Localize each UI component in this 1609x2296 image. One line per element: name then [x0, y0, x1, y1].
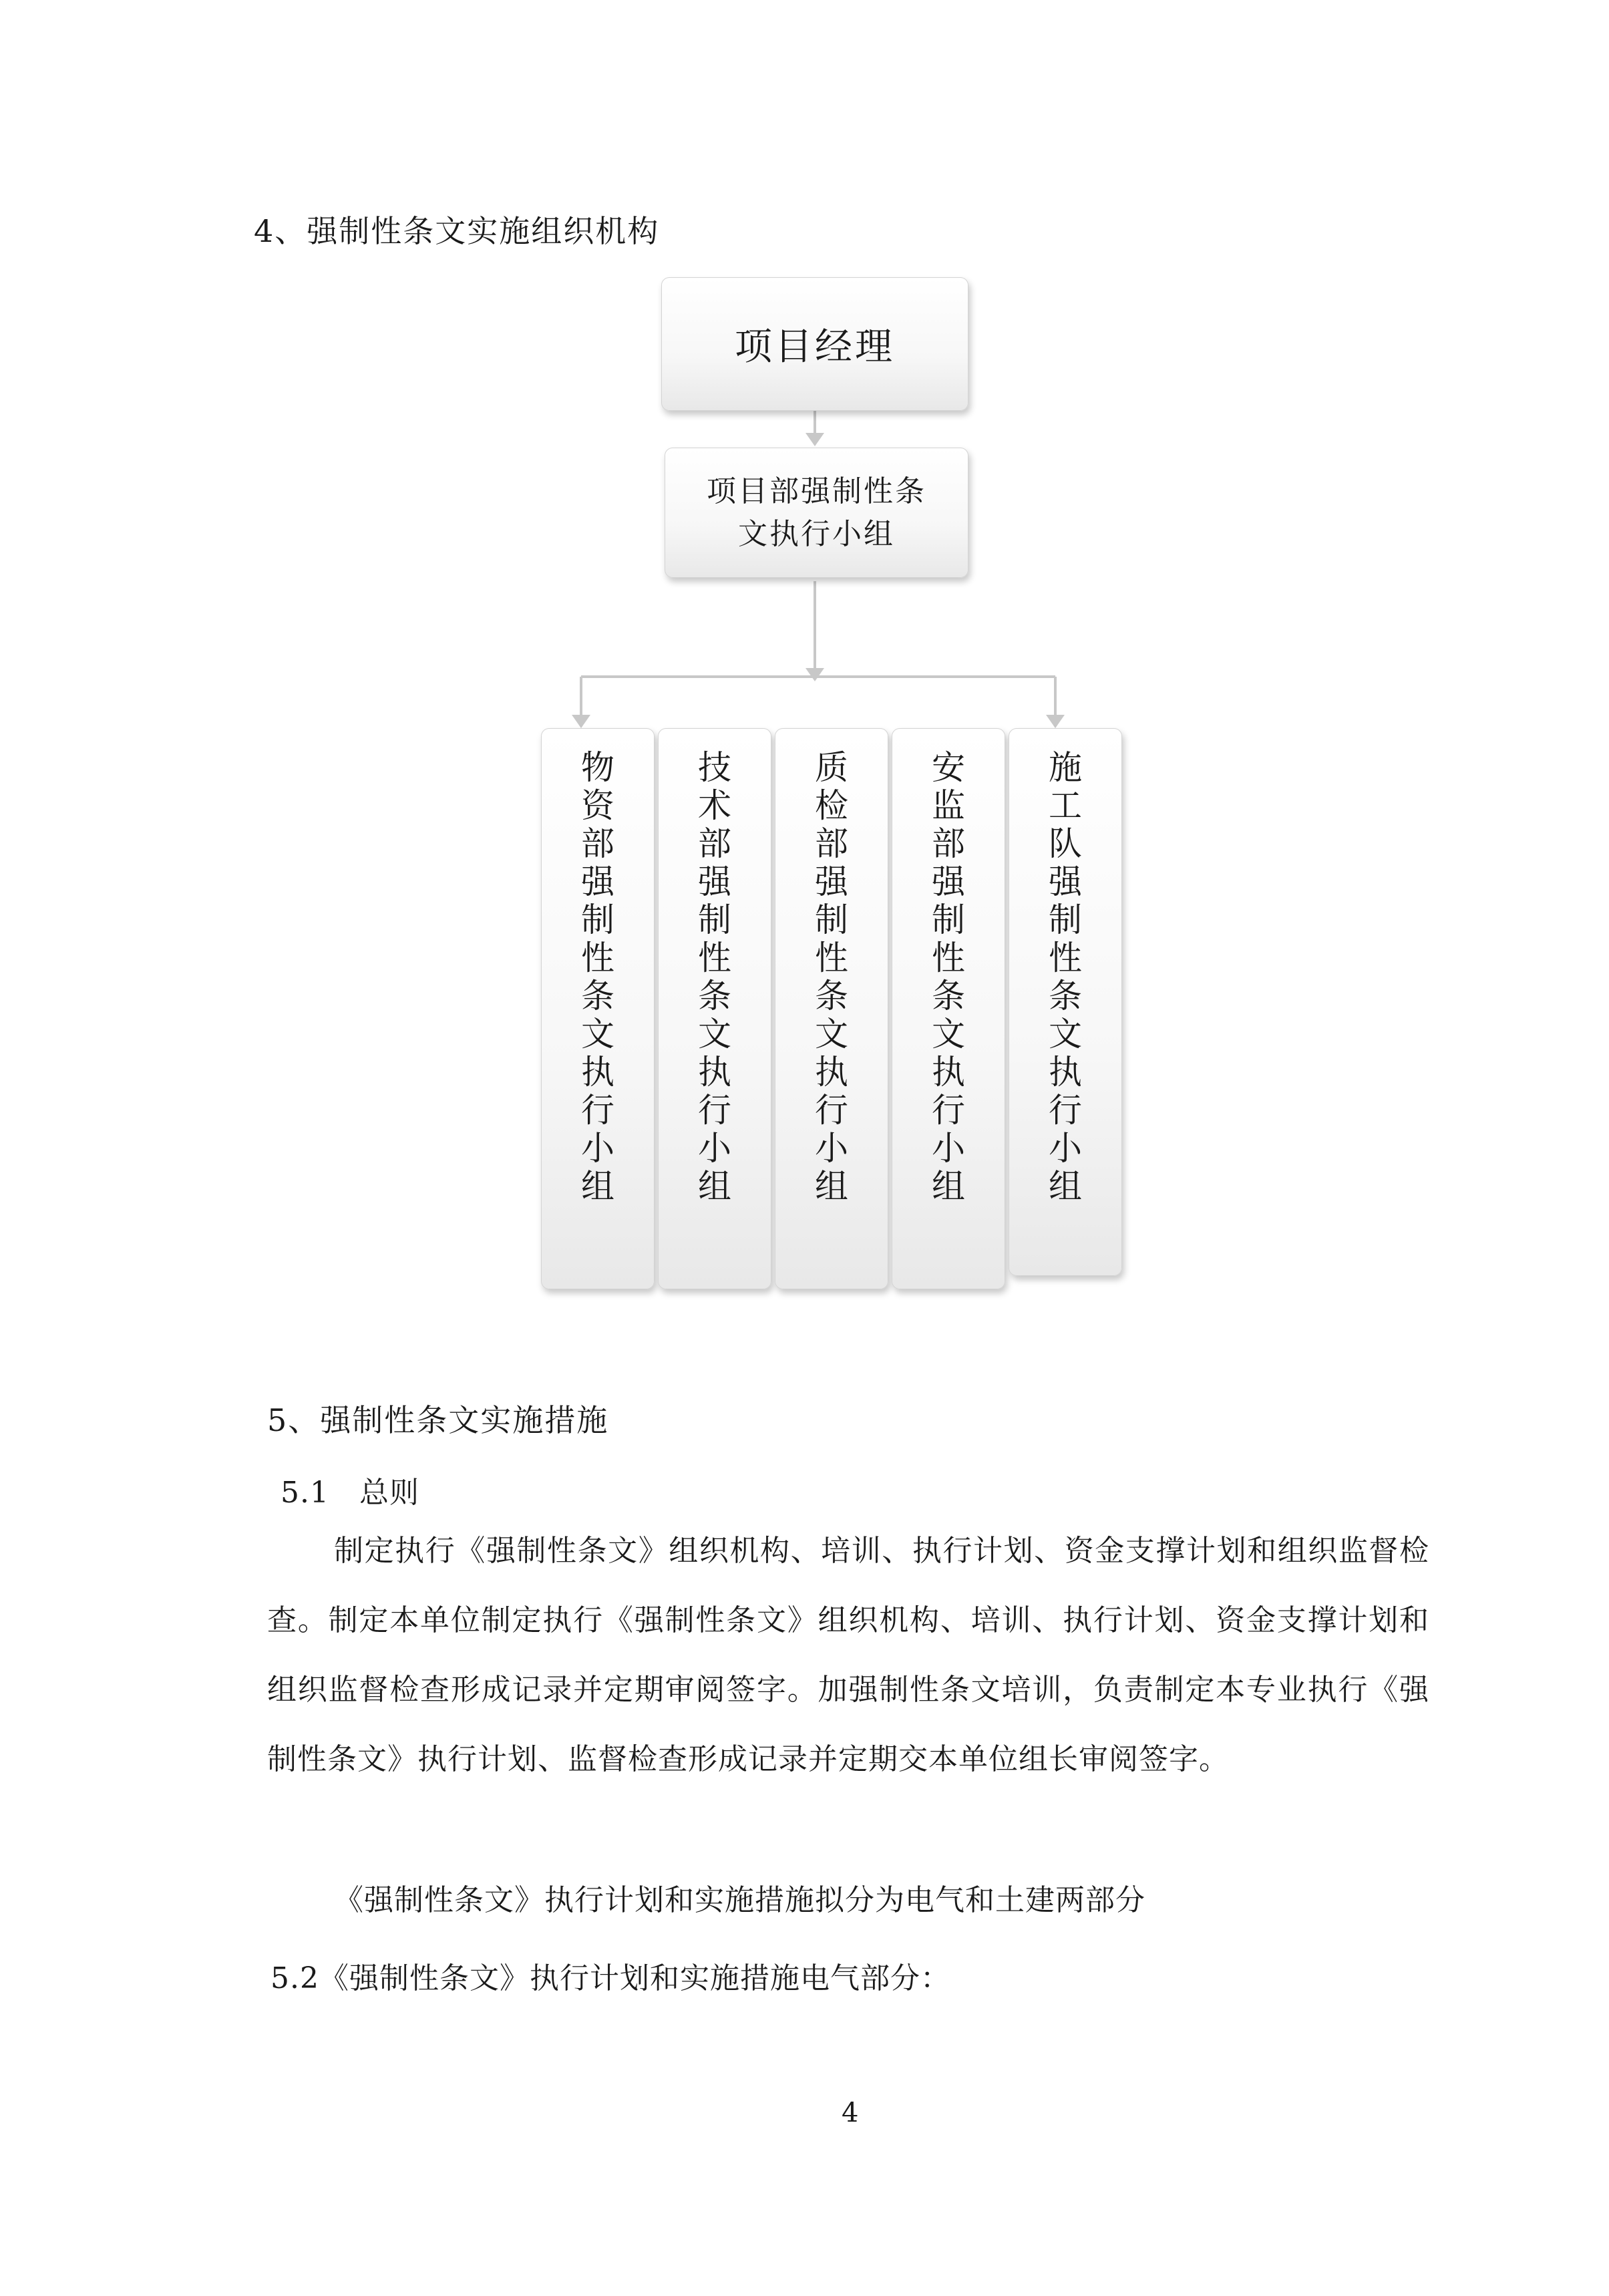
org-box-safety-dept-label: 安监部强制性条文执行小组 [932, 748, 965, 1206]
org-box-technical-dept [658, 728, 771, 1289]
org-box-materials-dept-label: 物资部强制性条文执行小组 [581, 748, 614, 1206]
org-box-project-manager-label: 项目经理 [735, 325, 895, 369]
org-box-project-group-label: 项目部强制性条文执行小组 [707, 474, 926, 551]
org-box-quality-dept [775, 728, 888, 1289]
page-number: 4 [842, 2098, 859, 2128]
section-5-1-paragraph: 制定执行《强制性条文》组织机构、培训、执行计划、资金支撑计划和组织监督检查。制定本单位制定执行《强制性条文》组织机构、培训、执行计划、资金支撑计划和组织监督检查形成记录并定期审阅签字。加强制性条文培训，负责制定本专业执行《强制性条文》执行计划、监督检查形成记录并定期交本单位组长审阅签字。 [267, 1534, 1429, 1776]
section-4-heading: 4、强制性条文实施组织机构 [254, 213, 660, 249]
org-box-construction-team [1009, 728, 1122, 1276]
org-box-construction-team-label: 施工队强制性条文执行小组 [1049, 748, 1082, 1206]
org-box-project-group [665, 448, 968, 578]
org-box-project-manager [661, 277, 968, 411]
org-box-technical-dept-label: 技术部强制性条文执行小组 [698, 748, 731, 1206]
org-box-quality-dept-label: 质检部强制性条文执行小组 [815, 748, 848, 1206]
org-box-safety-dept [892, 728, 1005, 1289]
section-5-1-note: 《强制性条文》执行计划和实施措施拟分为电气和土建两部分 [334, 1883, 1145, 1917]
section-5-1-heading: 5.1 总则 [281, 1476, 419, 1510]
section-5-2-heading: 5.2《强制性条文》执行计划和实施措施电气部分： [271, 1961, 950, 1995]
org-box-materials-dept [541, 728, 655, 1289]
section-5-heading: 5、强制性条文实施措施 [267, 1402, 609, 1438]
